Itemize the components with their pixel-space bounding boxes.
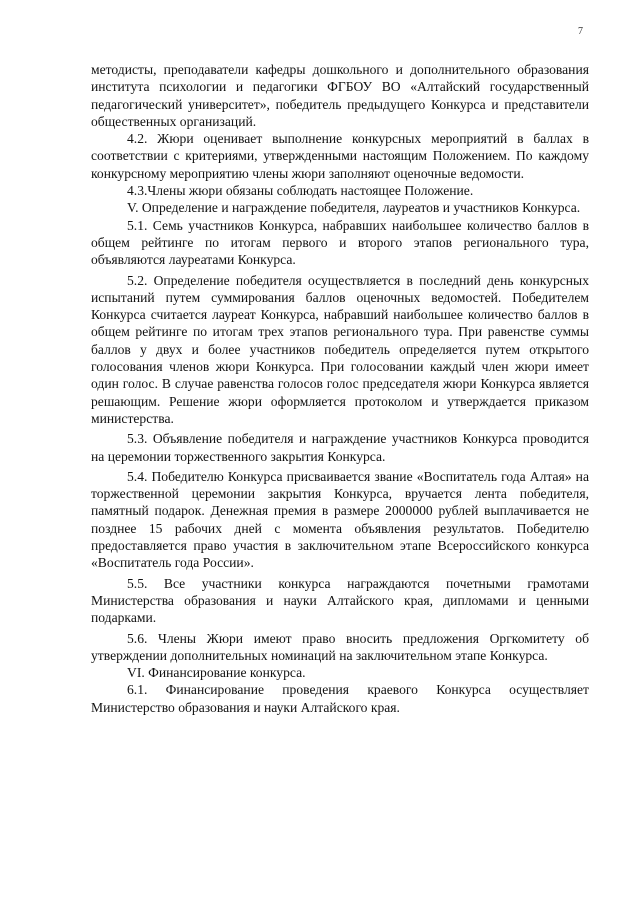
paragraph-5-1: 5.1. Семь участников Конкурса, набравших наибольшее количество баллов в общем рейтинге по итогам первого и второго этапов регионального тура, объявляются лауреатами Конкурса. — [91, 217, 589, 268]
paragraph-5-3: 5.3. Объявление победителя и награждение участников Конкурса проводится на церемонии торжественного закрытия Конкурса. — [91, 431, 589, 464]
paragraph-5-5: 5.5. Все участники конкурса награждаются почетными грамотами Министерства образования и науки Алтайского края, дипломами и ценными подарками. — [91, 575, 589, 626]
document-body — [91, 61, 589, 716]
paragraph-5-6: 5.6. Члены Жюри имеют право вносить предложения Оргкомитету об утверждении дополнительных номинаций на заключительном этапе Конкурса. — [91, 630, 589, 663]
section-heading-vi: VI. Финансирование конкурса. — [127, 665, 306, 681]
paragraph-4-3: 4.3.Члены жюри обязаны соблюдать настоящее Положение. — [127, 183, 474, 199]
paragraph-4-2: 4.2. Жюри оценивает выполнение конкурсных мероприятий в баллах в соответствии с критериями, утвержденными настоящим Положением. По каждому конкурсному мероприятию члены жюри заполняют оценочные ведомости. — [91, 131, 589, 181]
section-heading-v: V. Определение и награждение победителя, лауреатов и участников Конкурса. — [127, 200, 581, 216]
paragraph-intro: методисты, преподаватели кафедры дошкольного и дополнительного образования института психологии и педагогики ФГБОУ ВО «Алтайский государственный педагогический университет», победитель предыдущего Конкурса и представители общественных организаций. — [91, 62, 589, 129]
paragraph-6-1: 6.1. Финансирование проведения краевого Конкурса осуществляет Министерство образования и науки Алтайского края. — [91, 682, 589, 715]
paragraph-5-2: 5.2. Определение победителя осуществляется в последний день конкурсных испытаний путем суммирования баллов оценочных ведомостей. Победителем Конкурса считается лауреат Конкурса, набравший наибольшее количество баллов в общем рейтинге по итогам трех этапов регионального тура. При равенстве суммы баллов у двух и более участников победитель определяется путем открытого голосования членов жюри Конкурса. При голосовании каждый член жюри имеет один голос. В случае равенства голосов голос председателя жюри Конкурса является решающим. Решение жюри оформляется протоколом и утверждается приказом министерства. — [91, 272, 589, 426]
page-number: 7 — [578, 26, 583, 37]
paragraph-5-4: 5.4. Победителю Конкурса присваивается звание «Воспитатель года Алтая» на торжественной церемонии закрытия Конкурса, вручается лента победителя, памятный подарок. Денежная премия в размере 2000000 рублей выплачивается не позднее 15 рабочих дней с момента объявления результатов. Победителю предоставляется право участия в заключительном этапе Всероссийского конкурса «Воспитатель года России». — [91, 468, 589, 571]
